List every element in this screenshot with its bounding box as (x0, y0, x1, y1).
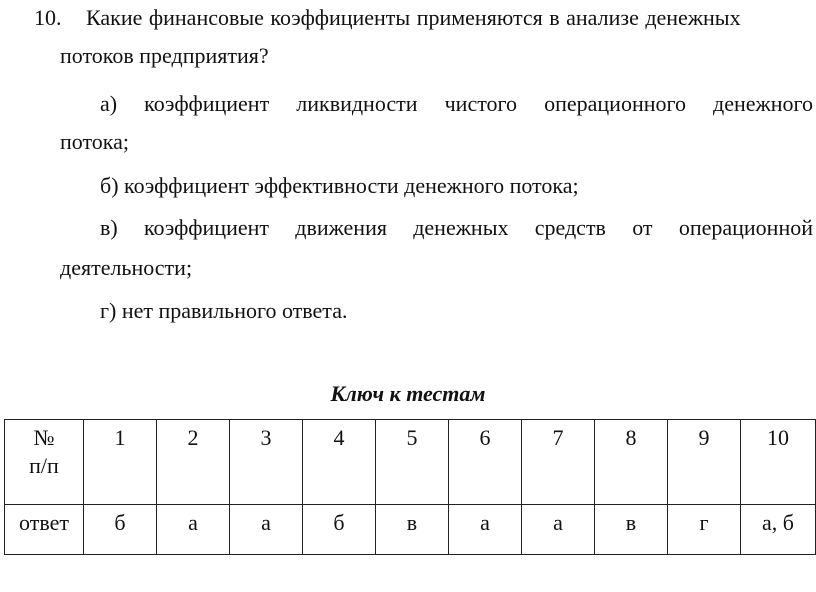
answer-cell: в (376, 505, 449, 555)
question-number-cell: 2 (157, 420, 230, 505)
question-number-cell: 3 (230, 420, 303, 505)
question-number-cell: 10 (741, 420, 816, 505)
option-g: г) нет правильного ответа. (100, 298, 348, 323)
question-text-line-1 (86, 4, 813, 32)
table-row-answers (5, 505, 816, 555)
answer-cell: а (449, 505, 522, 555)
option-v-line-2: деятельности; (60, 255, 193, 280)
answer-cell: а (522, 505, 595, 555)
option-a-line-2: потока; (60, 129, 130, 154)
answer-key-table (4, 419, 816, 555)
question-text: Какие финансовые коэффициенты применяются в анализе денежных (86, 5, 741, 30)
question-number-cell: 1 (84, 420, 157, 505)
answer-cell: б (84, 505, 157, 555)
option-v-line-1: в) коэффициент движения денежных средств от операционной (100, 215, 813, 240)
question-number-cell: 8 (595, 420, 668, 505)
answer-cell: а (157, 505, 230, 555)
option-b: б) коэффициент эффективности денежного потока; (100, 173, 579, 198)
header-label-cell (5, 420, 84, 505)
answer-cell: в (595, 505, 668, 555)
question-number-cell: 4 (303, 420, 376, 505)
answer-cell: а, б (741, 505, 816, 555)
answer-cell: б (303, 505, 376, 555)
question-number: 10. (34, 5, 62, 30)
question-number-cell: 5 (376, 420, 449, 505)
answer-label-cell: ответ (5, 505, 84, 555)
answer-key-title: Ключ к тестам (330, 381, 486, 406)
table-row-numbers (5, 420, 816, 505)
answer-cell: а (230, 505, 303, 555)
header-label-line-2: п/п (29, 453, 59, 478)
header-label-line-1: № (33, 425, 55, 450)
option-a-line-1: а) коэффициент ликвидности чистого операционного денежного (100, 91, 813, 116)
question-number-cell: 7 (522, 420, 595, 505)
question-number-cell: 9 (668, 420, 741, 505)
question-number-cell: 6 (449, 420, 522, 505)
question-text-line-2: потоков предприятия? (60, 43, 269, 68)
answer-cell: г (668, 505, 741, 555)
